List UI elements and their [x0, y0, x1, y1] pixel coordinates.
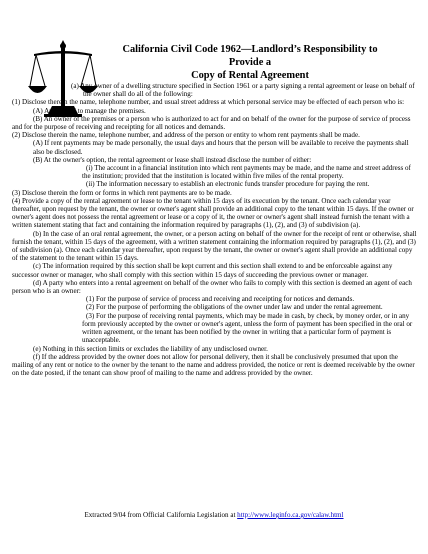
paragraph-f: (f) If the address provided by the owner does not allow for personal delivery, then it shall be conclusively presumed that upon the mailing of any rent or notice to the owner by the tenant to the name and address provided, the notice or rent is deemed receivable by the owner on the date posted, if the tenant can show proof of mailing to the name and address provided by the owner.: [12, 352, 415, 378]
paragraph-a2: (2) Disclose therein the name, telephone number, and address of the person or entity to whom rent payments shall be made.: [12, 131, 360, 140]
source-link[interactable]: http://www.leginfo.ca.gov/calaw.html: [237, 511, 344, 519]
title-line-1: California Civil Code 1962—Landlord’s Responsibility to Provide a: [122, 44, 378, 68]
paragraph-a: (a) Any owner of a dwelling structure specified in Section 1961 or a party signing a rental agreement or lease on behalf of the owner shall do all of the following:: [71, 82, 415, 99]
document-footer: [0, 511, 428, 520]
paragraph-a4: (4) Provide a copy of the rental agreement or lease to the tenant within 15 days of its execution by the tenant. Once each calendar year thereafter, upon request by the tenant, the owner or owner's agent shall provide an additional copy to the tenant within 15 days. If the owner or owner's agent does not possess the rental agreement or lease or a copy of it, the owner or owner's agent shall instead furnish the tenant with a written statement stating that fact and containing the information required by paragraphs (1), (2), and (3) of subdivision (a).: [12, 196, 414, 230]
document-title: [104, 43, 396, 82]
paragraph-d2: (2) For the purpose of performing the obligations of the owner under law and under the rental agreement.: [86, 303, 383, 312]
paragraph-a2-B: (B) At the owner's option, the rental agreement or lease shall instead disclose the number of either:: [33, 155, 312, 164]
document-body: [12, 82, 417, 377]
title-line-2: Copy of Rental Agreement: [191, 70, 309, 81]
paragraph-a1-B: (B) An owner of the premises or a person who is authorized to act for and on behalf of the owner for the purpose of service of process and for the purpose of receiving and receipting for all notices and demands.: [12, 114, 411, 132]
footer-text: Extracted 9/04 from Official California Legislation at: [84, 511, 238, 519]
paragraph-a2-B-ii: (ii) The information necessary to establish an electronic funds transfer procedure for paying the rent.: [86, 180, 370, 189]
paragraph-a1: (1) Disclose therein the name, telephone number, and usual street address at which personal service may be effected of each person who is:: [12, 98, 405, 107]
paragraph-a2-A: (A) If rent payments may be made personally, the usual days and hours that the person will be available to receive the payments shall also be disclosed.: [33, 139, 409, 156]
paragraph-a1-A: (A) Authorized to manage the premises.: [33, 106, 146, 115]
paragraph-a2-B-i: (i) The account in a financial institution into which rent payments may be made, and the name and street address of the institution; provided that the institution is located within five miles of the rental property.: [82, 164, 411, 181]
paragraph-e: (e) Nothing in this section limits or excludes the liability of any undisclosed owner.: [33, 344, 268, 353]
paragraph-d1: (1) For the purpose of service of process and receiving and receipting for notices and demands.: [86, 295, 355, 304]
paragraph-d3: (3) For the purpose of receiving rental payments, which may be made in cash, by check, by money order, or in any form previously accepted by the owner or owner's agent, unless the form of payment has been specified in the oral or written agreement, or the tenant has been notified by the owner in writing that a particular form of payment is unacceptable.: [82, 311, 413, 345]
paragraph-a3: (3) Disclose therein the form or forms in which rent payments are to be made.: [12, 188, 232, 197]
paragraph-b: (b) In the case of an oral rental agreement, the owner, or a person acting on behalf of the owner for the receipt of rent or otherwise, shall furnish the tenant, within 15 days of the agreement, with a written statement containing the information required by paragraphs (1), (2), and (3) of subdivision (a). Once each calendar year thereafter, upon request by the tenant, the owner or owner's agent shall provide an additional copy of the statement to the tenant within 15 days.: [12, 229, 417, 263]
paragraph-d: (d) A party who enters into a rental agreement on behalf of the owner who fails to comply with this section is deemed an agent of each person who is an owner:: [12, 278, 412, 296]
paragraph-c: (c) The information required by this section shall be kept current and this section shall extend to and be enforceable against any successor owner or manager, who shall comply with this section within 15 days of succeeding the previous owner or manager.: [12, 262, 393, 279]
